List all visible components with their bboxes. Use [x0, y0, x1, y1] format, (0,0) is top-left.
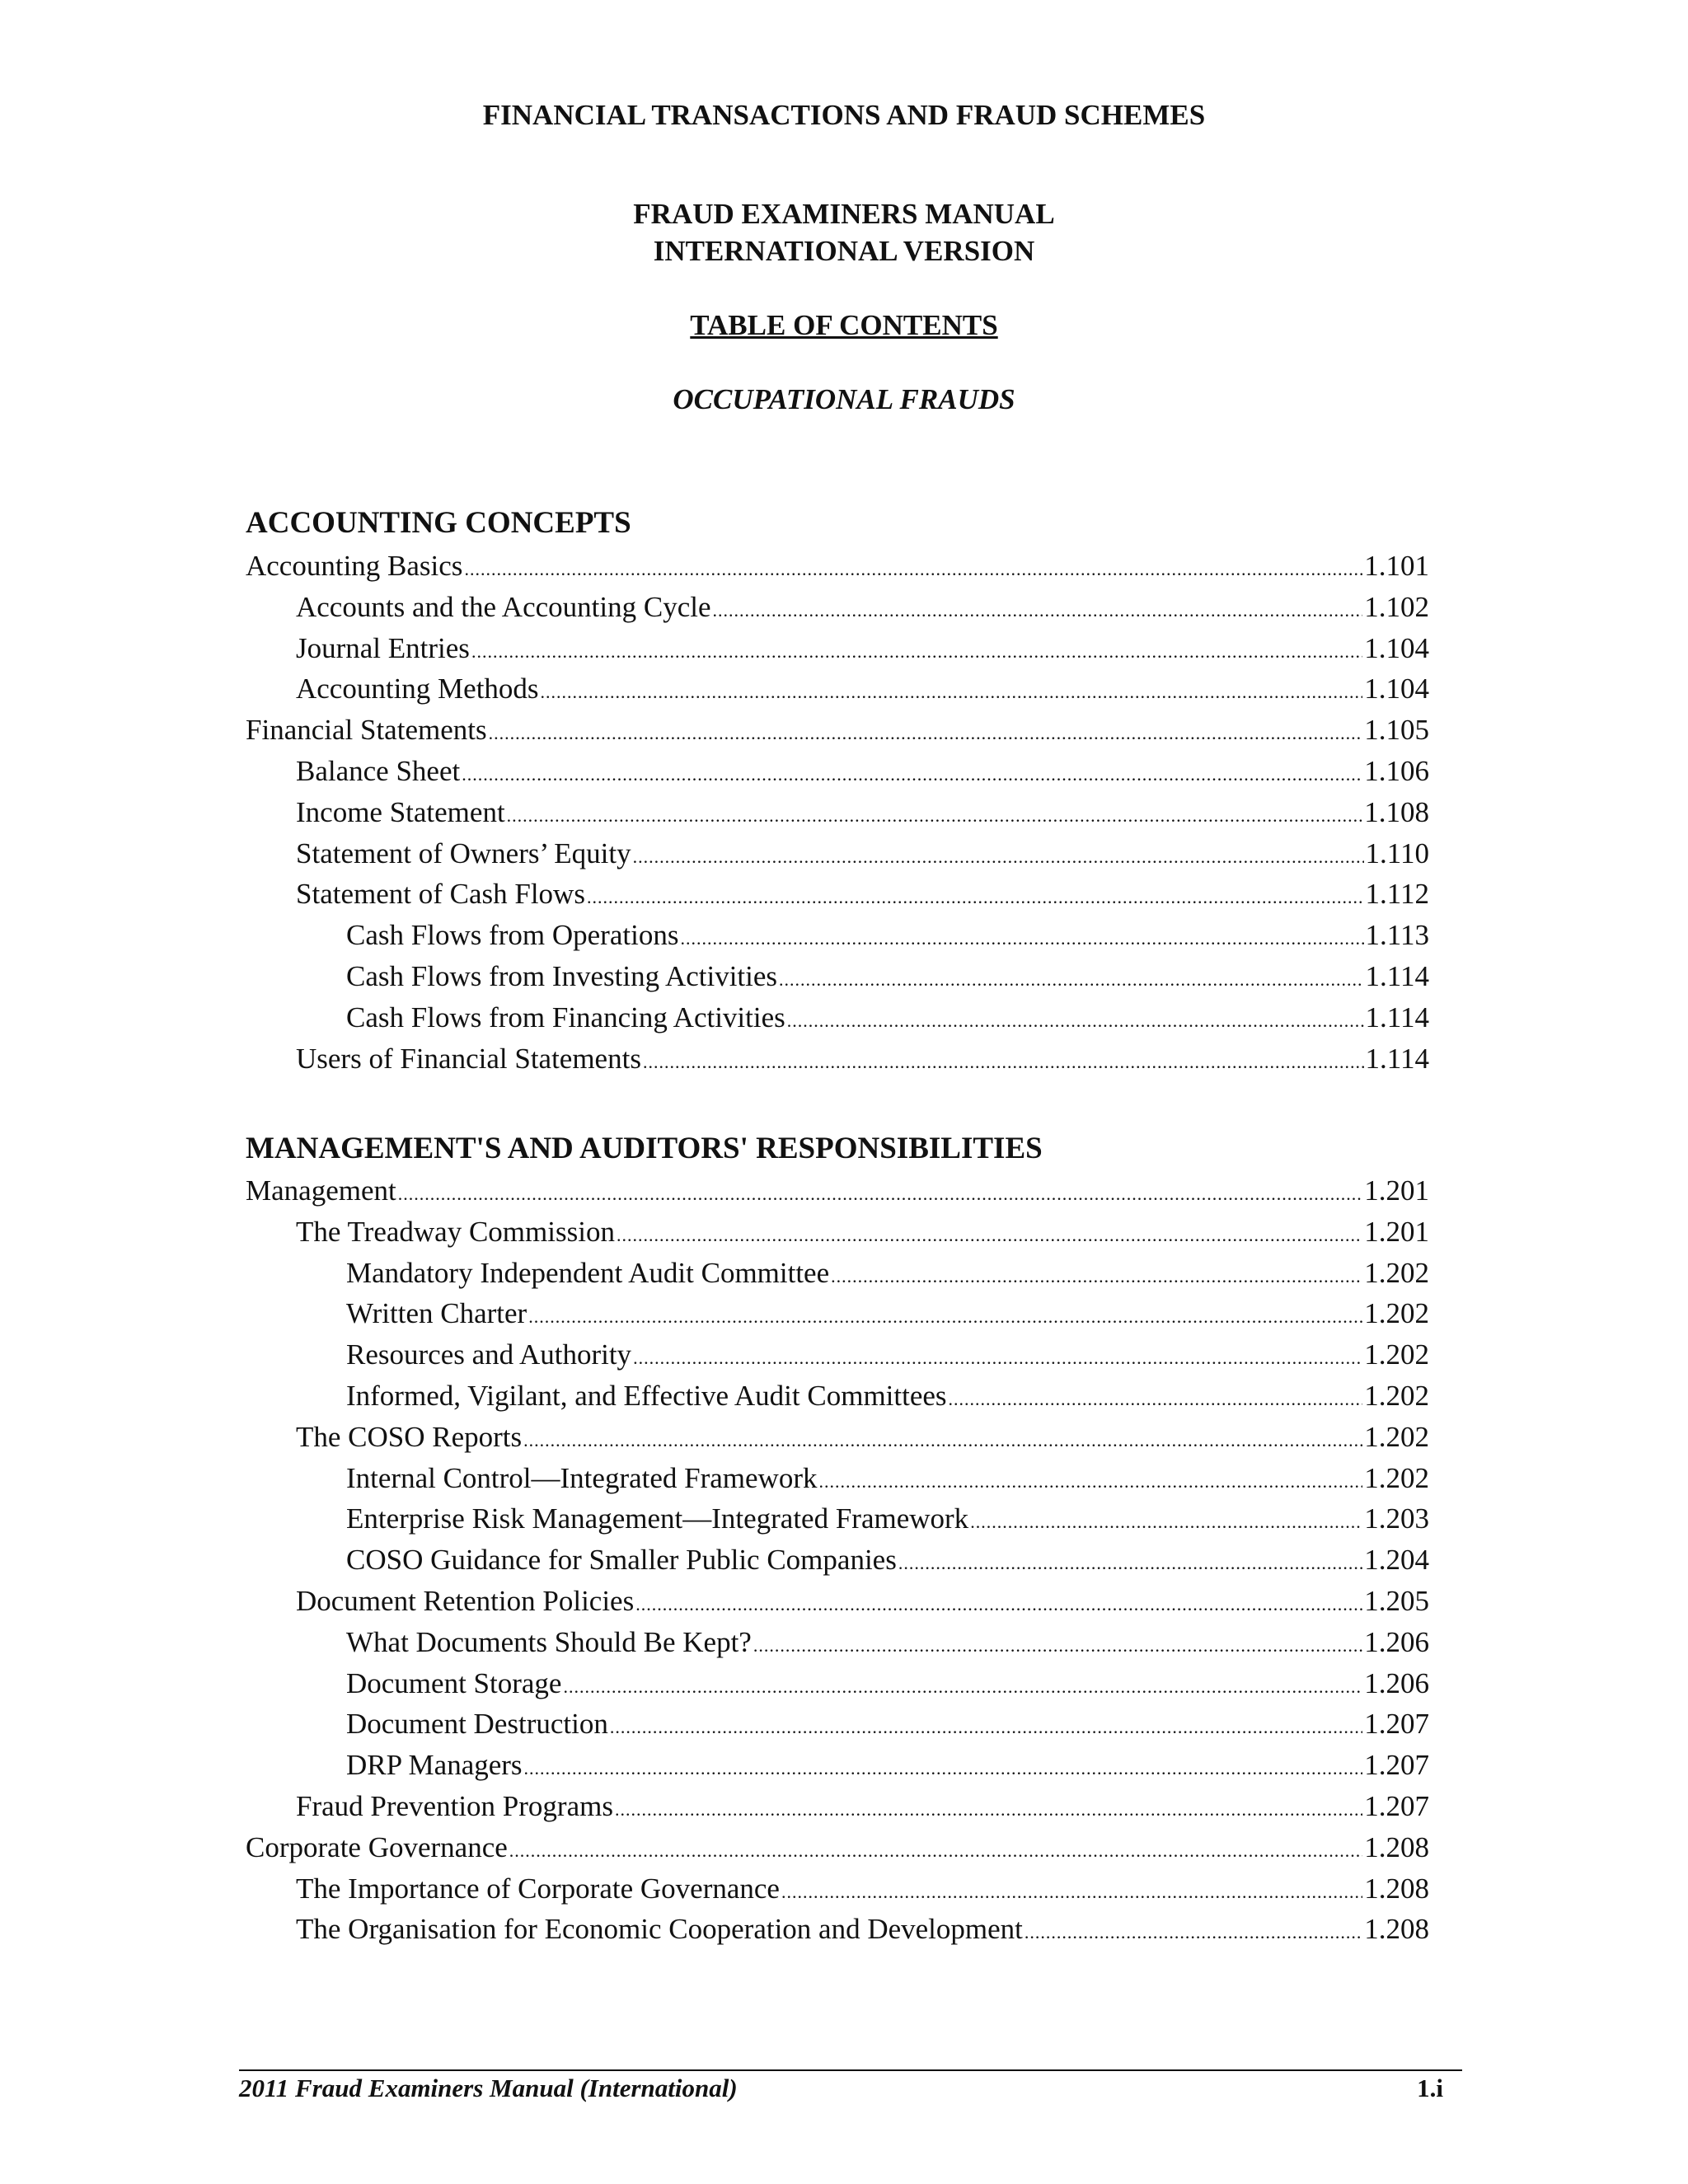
toc-entry-page: 1.202 [1364, 1338, 1429, 1371]
toc-entry[interactable] [246, 1745, 1429, 1786]
toc-entry-title: Document Destruction [346, 1708, 608, 1741]
toc-entry-title: Enterprise Risk Management—Integrated Framework [346, 1502, 969, 1535]
dot-leader [541, 672, 1363, 713]
toc-entry-title: Statement of Owners’ Equity [296, 837, 631, 869]
toc-entry-page: 1.208 [1364, 1830, 1429, 1863]
dot-leader [753, 1625, 1362, 1666]
dot-leader [898, 1543, 1362, 1584]
toc-entry[interactable] [246, 1253, 1429, 1294]
dot-leader [398, 1174, 1363, 1215]
toc-entry-title: Fraud Prevention Programs [296, 1789, 613, 1822]
toc-entry[interactable] [246, 668, 1429, 710]
toc-entry[interactable] [246, 1417, 1429, 1458]
manual-version: INTERNATIONAL VERSION [653, 235, 1035, 267]
toc-entry[interactable] [246, 1293, 1429, 1334]
toc-entry[interactable] [246, 874, 1429, 915]
toc-entry-title: Management [246, 1174, 396, 1207]
toc-entry-title: Accounting Basics [246, 550, 463, 582]
footer-title: 2011 Fraud Examiners Manual (International) [239, 2074, 738, 2102]
toc-entry-page: 1.112 [1365, 878, 1429, 911]
part-heading: OCCUPATIONAL FRAUDS [673, 383, 1015, 415]
toc-entry[interactable] [246, 751, 1429, 792]
page-number: 1.i [1417, 2074, 1443, 2102]
dot-leader [643, 1042, 1364, 1083]
toc-entry[interactable] [246, 628, 1429, 669]
dot-leader [524, 1748, 1363, 1789]
dot-leader [831, 1256, 1362, 1297]
toc-entry-title: Statement of Cash Flows [296, 878, 585, 911]
dot-leader [489, 713, 1363, 754]
dot-leader [949, 1379, 1363, 1420]
document-title: FINANCIAL TRANSACTIONS AND FRAUD SCHEMES [482, 99, 1206, 131]
toc-entry-title: The Organisation for Economic Cooperation and Development [296, 1913, 1023, 1946]
dot-leader [615, 1789, 1362, 1830]
toc-entry-title: Users of Financial Statements [296, 1042, 641, 1075]
toc-entry[interactable] [246, 1868, 1429, 1910]
toc-entry-page: 1.201 [1364, 1215, 1429, 1248]
dot-leader [563, 1666, 1362, 1708]
dot-leader [779, 959, 1364, 1001]
dot-leader [787, 1001, 1364, 1042]
dot-leader [970, 1502, 1362, 1543]
toc-entry-page: 1.113 [1365, 919, 1429, 952]
footer-rule [239, 2069, 1462, 2071]
toc-entry-page: 1.205 [1364, 1584, 1429, 1617]
dot-leader [523, 1420, 1362, 1461]
dot-leader [712, 590, 1362, 631]
toc-entry[interactable] [246, 1622, 1429, 1663]
toc-entry-page: 1.101 [1364, 550, 1429, 582]
dot-leader [462, 754, 1362, 795]
toc-entry[interactable] [246, 1376, 1429, 1417]
dot-leader [528, 1296, 1362, 1338]
toc-list-responsibilities [246, 1170, 1429, 1950]
toc-entry-title: Income Statement [296, 795, 505, 828]
manual-title: FRAUD EXAMINERS MANUAL [633, 198, 1055, 230]
toc-entry-page: 1.104 [1364, 673, 1429, 705]
toc-entry-page: 1.201 [1364, 1174, 1429, 1207]
toc-entry-title: Internal Control—Integrated Framework [346, 1461, 818, 1494]
dot-leader [1025, 1912, 1362, 1953]
toc-entry[interactable] [246, 997, 1429, 1038]
dot-leader [587, 877, 1364, 918]
toc-entry[interactable] [246, 587, 1429, 628]
toc-heading-text: TABLE OF CONTENTS [690, 309, 998, 341]
toc-entry-title: COSO Guidance for Smaller Public Companies [346, 1544, 897, 1577]
toc-entry-page: 1.202 [1364, 1256, 1429, 1289]
toc-list-accounting-concepts [246, 546, 1429, 1079]
toc-entry-title: Financial Statements [246, 714, 487, 747]
toc-entry[interactable] [246, 1458, 1429, 1499]
toc-entry-title: What Documents Should Be Kept? [346, 1625, 752, 1658]
toc-entry-page: 1.104 [1364, 631, 1429, 664]
dot-leader [633, 837, 1364, 878]
toc-entry-page: 1.207 [1364, 1789, 1429, 1822]
toc-entry[interactable] [246, 1704, 1429, 1745]
toc-entry-title: Cash Flows from Financing Activities [346, 1001, 785, 1033]
dot-leader [610, 1707, 1362, 1748]
toc-entry-page: 1.106 [1364, 754, 1429, 787]
toc-entry[interactable] [246, 1540, 1429, 1581]
toc-entry-title: The COSO Reports [296, 1420, 523, 1453]
toc-entry-page: 1.202 [1364, 1420, 1429, 1453]
toc-entry-page: 1.110 [1365, 837, 1429, 869]
dot-leader [471, 631, 1362, 673]
toc-entry-page: 1.207 [1364, 1749, 1429, 1782]
toc-entry-title: Cash Flows from Operations [346, 919, 679, 952]
toc-entry[interactable] [246, 1663, 1429, 1704]
section-title-accounting-concepts: ACCOUNTING CONCEPTS [246, 506, 631, 540]
toc-entry-page: 1.204 [1364, 1544, 1429, 1577]
dot-leader [680, 918, 1363, 959]
toc-entry[interactable] [246, 710, 1429, 751]
toc-entry-page: 1.207 [1364, 1708, 1429, 1741]
toc-entry-page: 1.208 [1364, 1913, 1429, 1946]
toc-entry-title: Resources and Authority [346, 1338, 632, 1371]
toc-entry[interactable] [246, 792, 1429, 833]
toc-entry-page: 1.105 [1364, 714, 1429, 747]
dot-leader [464, 549, 1362, 590]
toc-entry[interactable] [246, 1909, 1429, 1950]
toc-entry-page: 1.114 [1365, 1001, 1429, 1033]
toc-entry-page: 1.206 [1364, 1625, 1429, 1658]
toc-entry-page: 1.202 [1364, 1461, 1429, 1494]
toc-entry[interactable] [246, 546, 1429, 587]
toc-entry-page: 1.203 [1364, 1502, 1429, 1535]
dot-leader [635, 1584, 1362, 1625]
toc-entry[interactable] [246, 956, 1429, 997]
dot-leader [507, 795, 1363, 837]
toc-entry[interactable] [246, 1170, 1429, 1212]
toc-entry[interactable] [246, 1038, 1429, 1080]
toc-entry-title: Journal Entries [296, 631, 470, 664]
toc-heading [0, 307, 1688, 344]
toc-entry[interactable] [246, 1786, 1429, 1827]
toc-entry-title: Cash Flows from Investing Activities [346, 959, 778, 992]
toc-entry[interactable] [246, 1827, 1429, 1868]
toc-entry-title: The Treadway Commission [296, 1215, 615, 1248]
toc-entry[interactable] [246, 1498, 1429, 1540]
section-title-responsibilities: MANAGEMENT'S AND AUDITORS' RESPONSIBILITIES [246, 1132, 1043, 1165]
toc-entry-page: 1.208 [1364, 1872, 1429, 1905]
toc-entry-page: 1.202 [1364, 1379, 1429, 1412]
toc-entry-page: 1.114 [1365, 959, 1429, 992]
toc-entry-page: 1.108 [1364, 795, 1429, 828]
toc-entry-title: The Importance of Corporate Governance [296, 1872, 780, 1905]
toc-entry-title: Mandatory Independent Audit Committee [346, 1256, 830, 1289]
toc-entry-title: Corporate Governance [246, 1830, 508, 1863]
dot-leader [633, 1338, 1362, 1379]
toc-entry[interactable] [246, 833, 1429, 874]
toc-entry-title: Informed, Vigilant, and Effective Audit Committees [346, 1379, 947, 1412]
toc-entry-title: Document Retention Policies [296, 1584, 635, 1617]
toc-entry-page: 1.206 [1364, 1666, 1429, 1699]
toc-entry[interactable] [246, 1581, 1429, 1622]
toc-entry-page: 1.102 [1364, 590, 1429, 623]
dot-leader [509, 1830, 1362, 1872]
toc-entry[interactable] [246, 1212, 1429, 1253]
toc-entry-title: Document Storage [346, 1666, 562, 1699]
toc-entry-page: 1.114 [1365, 1042, 1429, 1075]
toc-entry-title: Balance Sheet [296, 754, 461, 787]
toc-entry-page: 1.202 [1364, 1297, 1429, 1330]
toc-entry-title: Accounts and the Accounting Cycle [296, 590, 711, 623]
dot-leader [818, 1461, 1362, 1502]
toc-entry[interactable] [246, 1334, 1429, 1376]
toc-entry-title: DRP Managers [346, 1749, 523, 1782]
toc-entry-title: Accounting Methods [296, 673, 539, 705]
dot-leader [617, 1215, 1362, 1256]
toc-entry-title: Written Charter [346, 1297, 528, 1330]
dot-leader [781, 1872, 1362, 1913]
toc-entry[interactable] [246, 915, 1429, 956]
